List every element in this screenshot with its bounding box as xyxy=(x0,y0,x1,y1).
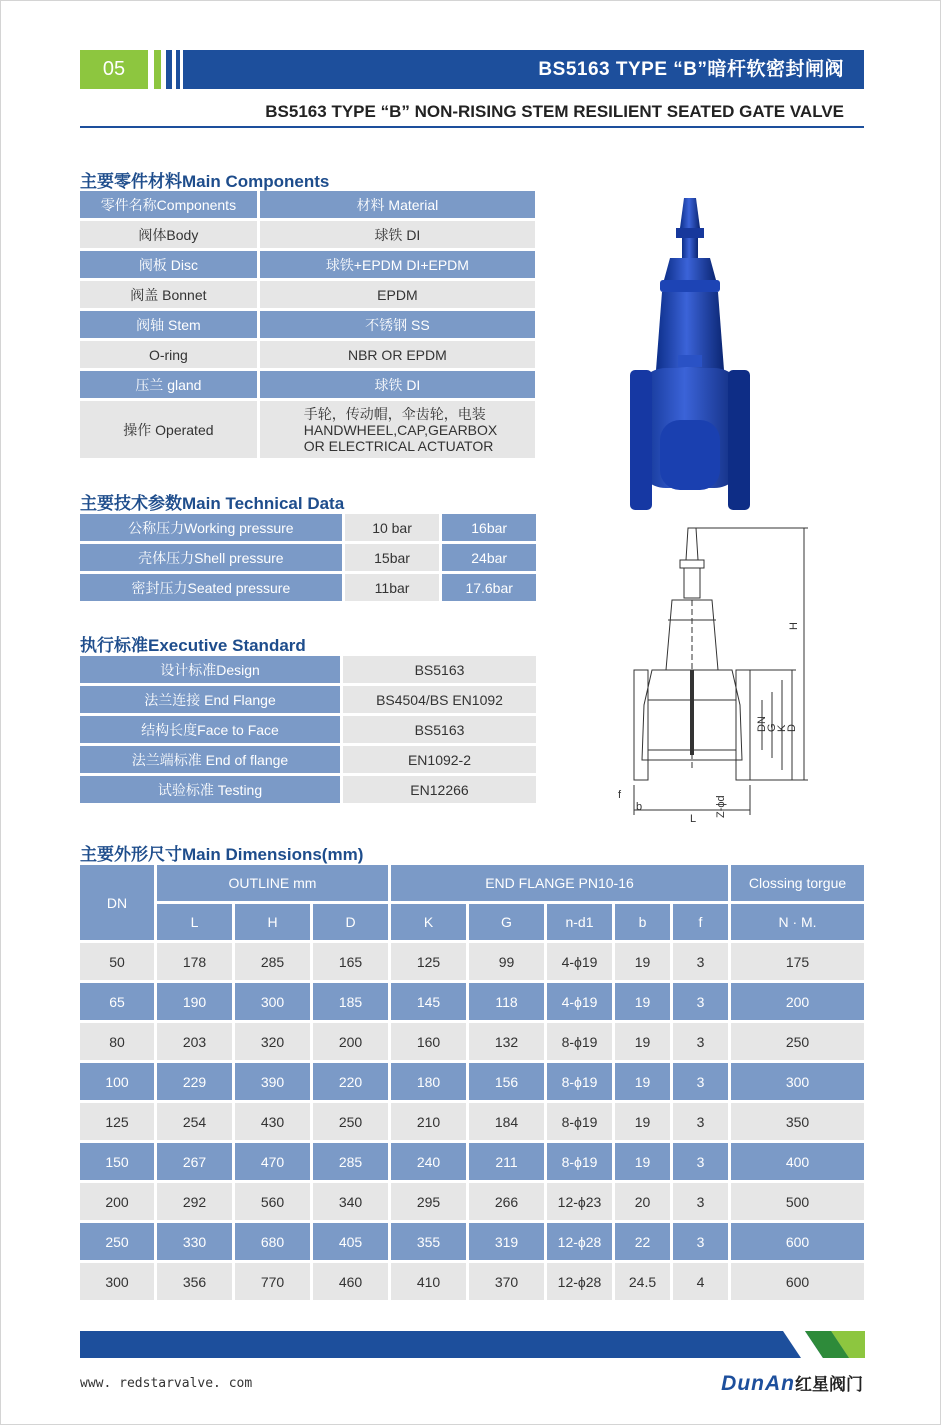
dim-header-dn: DN xyxy=(80,865,154,940)
dim-cell: 3 xyxy=(673,1023,728,1060)
table-row xyxy=(80,401,535,458)
dimensions-title: 主要外形尺寸Main Dimensions(mm) xyxy=(80,845,364,864)
tech-label: 壳体压力Shell pressure xyxy=(80,544,342,571)
standard-label: 法兰连接 End Flange xyxy=(80,686,340,713)
dim-subheader: N · M. xyxy=(731,904,864,940)
footer-brand xyxy=(721,1370,863,1396)
table-row xyxy=(80,1223,864,1260)
dim-cell: 400 xyxy=(731,1143,864,1180)
dim-cell: 184 xyxy=(469,1103,544,1140)
table-row xyxy=(80,1023,864,1060)
dim-cell: 211 xyxy=(469,1143,544,1180)
table-row xyxy=(80,311,535,338)
dim-cell: 8-ϕ19 xyxy=(547,1063,612,1100)
dim-cell: 295 xyxy=(391,1183,466,1220)
dim-cell: 3 xyxy=(673,983,728,1020)
dim-cell: 3 xyxy=(673,1143,728,1180)
dim-label-k: K xyxy=(776,724,788,732)
dim-cell: 180 xyxy=(391,1063,466,1100)
dim-cell: 210 xyxy=(391,1103,466,1140)
technical-table xyxy=(77,511,539,604)
dim-cell: 125 xyxy=(391,943,466,980)
dim-cell: 460 xyxy=(313,1263,388,1300)
valve-section-drawing xyxy=(612,520,812,830)
dim-label-h: H xyxy=(788,622,800,630)
component-name: 阀盖 Bonnet xyxy=(80,281,257,308)
dim-cell: 150 xyxy=(80,1143,154,1180)
table-row xyxy=(80,1183,864,1220)
operated-line-3: OR ELECTRICAL ACTUATOR xyxy=(303,437,494,454)
component-name: 压兰 gland xyxy=(80,371,257,398)
dim-cell: 200 xyxy=(80,1183,154,1220)
dim-cell: 355 xyxy=(391,1223,466,1260)
dim-cell: 300 xyxy=(235,983,310,1020)
dim-cell: 65 xyxy=(80,983,154,1020)
table-row xyxy=(80,943,864,980)
dim-cell: 19 xyxy=(615,983,670,1020)
dim-subheader: L xyxy=(157,904,232,940)
dim-header-outline: OUTLINE mm xyxy=(157,865,388,901)
header-bar xyxy=(183,50,864,89)
dim-cell: 300 xyxy=(80,1263,154,1300)
brand-logo-en: DunAn xyxy=(721,1372,795,1395)
dim-cell: 175 xyxy=(731,943,864,980)
dim-cell: 3 xyxy=(673,1063,728,1100)
dim-cell: 100 xyxy=(80,1063,154,1100)
dimensions-body xyxy=(80,943,864,1300)
components-col-material: 材料 Material xyxy=(260,191,535,218)
header-title-cn: BS5163 TYPE “B”暗杆软密封闸阀 xyxy=(538,59,844,80)
dim-subheader: G xyxy=(469,904,544,940)
table-row xyxy=(80,281,535,308)
dim-cell: 132 xyxy=(469,1023,544,1060)
dim-label-g: G xyxy=(766,723,778,732)
table-row xyxy=(80,574,536,601)
table-row xyxy=(80,686,536,713)
table-row xyxy=(80,656,536,683)
dim-cell: 600 xyxy=(731,1263,864,1300)
dim-cell: 405 xyxy=(313,1223,388,1260)
standard-label: 法兰端标准 End of flange xyxy=(80,746,340,773)
dim-cell: 200 xyxy=(313,1023,388,1060)
component-material: 球铁 DI xyxy=(260,371,535,398)
header-underline xyxy=(80,126,864,128)
component-material: EPDM xyxy=(260,281,535,308)
table-row xyxy=(80,514,536,541)
dim-cell: 178 xyxy=(157,943,232,980)
dim-cell: 19 xyxy=(615,1143,670,1180)
dim-cell: 320 xyxy=(235,1023,310,1060)
dim-cell: 229 xyxy=(157,1063,232,1100)
tech-value-pn16: 16bar xyxy=(442,514,536,541)
dim-cell: 285 xyxy=(235,943,310,980)
components-title: 主要零件材料Main Components xyxy=(80,172,330,191)
standard-table xyxy=(77,653,539,806)
dim-cell: 350 xyxy=(731,1103,864,1140)
table-row xyxy=(80,1103,864,1140)
dim-cell: 430 xyxy=(235,1103,310,1140)
dim-header-torque: Clossing torgue xyxy=(731,865,864,901)
dim-cell: 125 xyxy=(80,1103,154,1140)
tech-value-pn10: 10 bar xyxy=(345,514,440,541)
table-row xyxy=(80,341,535,368)
operated-line-1: 手轮，传动帽，伞齿轮，电装 xyxy=(303,405,486,422)
table-row xyxy=(80,1143,864,1180)
dim-subheader: K xyxy=(391,904,466,940)
dim-cell: 8-ϕ19 xyxy=(547,1103,612,1140)
table-row xyxy=(80,1263,864,1300)
tech-value-pn16: 24bar xyxy=(442,544,536,571)
dim-cell: 300 xyxy=(731,1063,864,1100)
dim-cell: 770 xyxy=(235,1263,310,1300)
dim-cell: 19 xyxy=(615,1063,670,1100)
dim-label-l: L xyxy=(690,813,697,825)
component-material-operated xyxy=(260,401,535,458)
standard-label: 结构长度Face to Face xyxy=(80,716,340,743)
component-name: 阀轴 Stem xyxy=(80,311,257,338)
valve-product-image xyxy=(620,190,760,520)
dim-cell: 12-ϕ28 xyxy=(547,1263,612,1300)
page-number: 05 xyxy=(80,50,148,89)
tech-label: 公称压力Working pressure xyxy=(80,514,342,541)
header-stripe-blue-1 xyxy=(166,50,172,89)
component-material: NBR OR EPDM xyxy=(260,341,535,368)
table-row xyxy=(80,1063,864,1100)
dim-cell: 330 xyxy=(157,1223,232,1260)
dim-cell: 250 xyxy=(313,1103,388,1140)
components-col-name: 零件名称Components xyxy=(80,191,257,218)
dim-cell: 99 xyxy=(469,943,544,980)
dim-cell: 4-ϕ19 xyxy=(547,983,612,1020)
standard-value: EN12266 xyxy=(343,776,536,803)
standard-label: 设计标准Design xyxy=(80,656,340,683)
dim-cell: 4 xyxy=(673,1263,728,1300)
tech-value-pn10: 11bar xyxy=(345,574,440,601)
component-name: 阀体Body xyxy=(80,221,257,248)
dim-cell: 340 xyxy=(313,1183,388,1220)
dim-subheader: n-d1 xyxy=(547,904,612,940)
dim-cell: 285 xyxy=(313,1143,388,1180)
tech-value-pn10: 15bar xyxy=(345,544,440,571)
dim-cell: 3 xyxy=(673,943,728,980)
dim-cell: 190 xyxy=(157,983,232,1020)
table-row xyxy=(80,746,536,773)
dim-cell: 80 xyxy=(80,1023,154,1060)
dim-cell: 160 xyxy=(391,1023,466,1060)
dim-cell: 156 xyxy=(469,1063,544,1100)
dim-cell: 118 xyxy=(469,983,544,1020)
dim-cell: 410 xyxy=(391,1263,466,1300)
dim-subheader: b xyxy=(615,904,670,940)
dim-cell: 145 xyxy=(391,983,466,1020)
component-name: O-ring xyxy=(80,341,257,368)
dim-cell: 3 xyxy=(673,1103,728,1140)
standard-label: 试验标准 Testing xyxy=(80,776,340,803)
component-name: 阀板 Disc xyxy=(80,251,257,278)
standard-title: 执行标准Executive Standard xyxy=(80,636,306,655)
dim-cell: 3 xyxy=(673,1183,728,1220)
component-name: 操作 Operated xyxy=(80,401,257,458)
footer-url[interactable]: www. redstarvalve. com xyxy=(80,1376,253,1391)
dim-cell: 390 xyxy=(235,1063,310,1100)
dim-cell: 24.5 xyxy=(615,1263,670,1300)
technical-title: 主要技术参数Main Technical Data xyxy=(80,494,345,513)
dim-cell: 8-ϕ19 xyxy=(547,1143,612,1180)
dim-label-dn: DN xyxy=(756,716,768,732)
dim-cell: 3 xyxy=(673,1223,728,1260)
standard-value: BS5163 xyxy=(343,716,536,743)
dim-cell: 250 xyxy=(80,1223,154,1260)
dim-cell: 200 xyxy=(731,983,864,1020)
dim-cell: 12-ϕ23 xyxy=(547,1183,612,1220)
dim-cell: 470 xyxy=(235,1143,310,1180)
table-row xyxy=(80,983,864,1020)
dim-cell: 185 xyxy=(313,983,388,1020)
dim-cell: 19 xyxy=(615,943,670,980)
dim-cell: 20 xyxy=(615,1183,670,1220)
dim-cell: 240 xyxy=(391,1143,466,1180)
dim-cell: 22 xyxy=(615,1223,670,1260)
header-stripe-blue-2 xyxy=(176,50,180,89)
dim-cell: 370 xyxy=(469,1263,544,1300)
table-row xyxy=(80,716,536,743)
dim-subheader: D xyxy=(313,904,388,940)
dim-cell: 292 xyxy=(157,1183,232,1220)
component-material: 不锈钢 SS xyxy=(260,311,535,338)
component-material: 球铁+EPDM DI+EPDM xyxy=(260,251,535,278)
components-table xyxy=(77,188,538,461)
dim-subheader: f xyxy=(673,904,728,940)
dim-cell: 254 xyxy=(157,1103,232,1140)
dim-cell: 19 xyxy=(615,1103,670,1140)
dim-label-nd: Z-ϕd xyxy=(715,795,727,818)
tech-label: 密封压力Seated pressure xyxy=(80,574,342,601)
dim-label-d: D xyxy=(786,724,798,732)
dim-cell: 8-ϕ19 xyxy=(547,1023,612,1060)
dim-cell: 560 xyxy=(235,1183,310,1220)
dim-cell: 680 xyxy=(235,1223,310,1260)
table-row xyxy=(80,251,535,278)
table-row xyxy=(80,221,535,248)
component-material: 球铁 DI xyxy=(260,221,535,248)
dim-cell: 267 xyxy=(157,1143,232,1180)
operated-line-2: HANDWHEEL,CAP,GEARBOX xyxy=(303,421,498,438)
tech-value-pn16: 17.6bar xyxy=(442,574,536,601)
header-title-en: BS5163 TYPE “B” NON-RISING STEM RESILIENT SEATED GATE VALVE xyxy=(265,102,844,121)
footer-bar xyxy=(80,1331,864,1358)
dim-label-f: f xyxy=(618,789,622,801)
dim-cell: 266 xyxy=(469,1183,544,1220)
dim-cell: 19 xyxy=(615,1023,670,1060)
standard-value: BS5163 xyxy=(343,656,536,683)
dim-cell: 50 xyxy=(80,943,154,980)
dim-cell: 600 xyxy=(731,1223,864,1260)
dim-cell: 12-ϕ28 xyxy=(547,1223,612,1260)
table-row xyxy=(80,544,536,571)
table-row xyxy=(80,371,535,398)
dim-label-b: b xyxy=(636,801,643,813)
standard-value: EN1092-2 xyxy=(343,746,536,773)
dim-cell: 220 xyxy=(313,1063,388,1100)
dim-header-flange: END FLANGE PN10-16 xyxy=(391,865,728,901)
footer-stripe-decor xyxy=(783,1328,865,1361)
table-row xyxy=(80,776,536,803)
header-stripe-green xyxy=(154,50,161,89)
dim-cell: 203 xyxy=(157,1023,232,1060)
dim-cell: 4-ϕ19 xyxy=(547,943,612,980)
dim-subheader: H xyxy=(235,904,310,940)
standard-value: BS4504/BS EN1092 xyxy=(343,686,536,713)
dim-cell: 165 xyxy=(313,943,388,980)
dim-cell: 319 xyxy=(469,1223,544,1260)
dim-cell: 250 xyxy=(731,1023,864,1060)
brand-logo-cn: 红星阀门 xyxy=(795,1375,863,1394)
dimensions-table xyxy=(77,862,867,1303)
dim-cell: 500 xyxy=(731,1183,864,1220)
dim-cell: 356 xyxy=(157,1263,232,1300)
